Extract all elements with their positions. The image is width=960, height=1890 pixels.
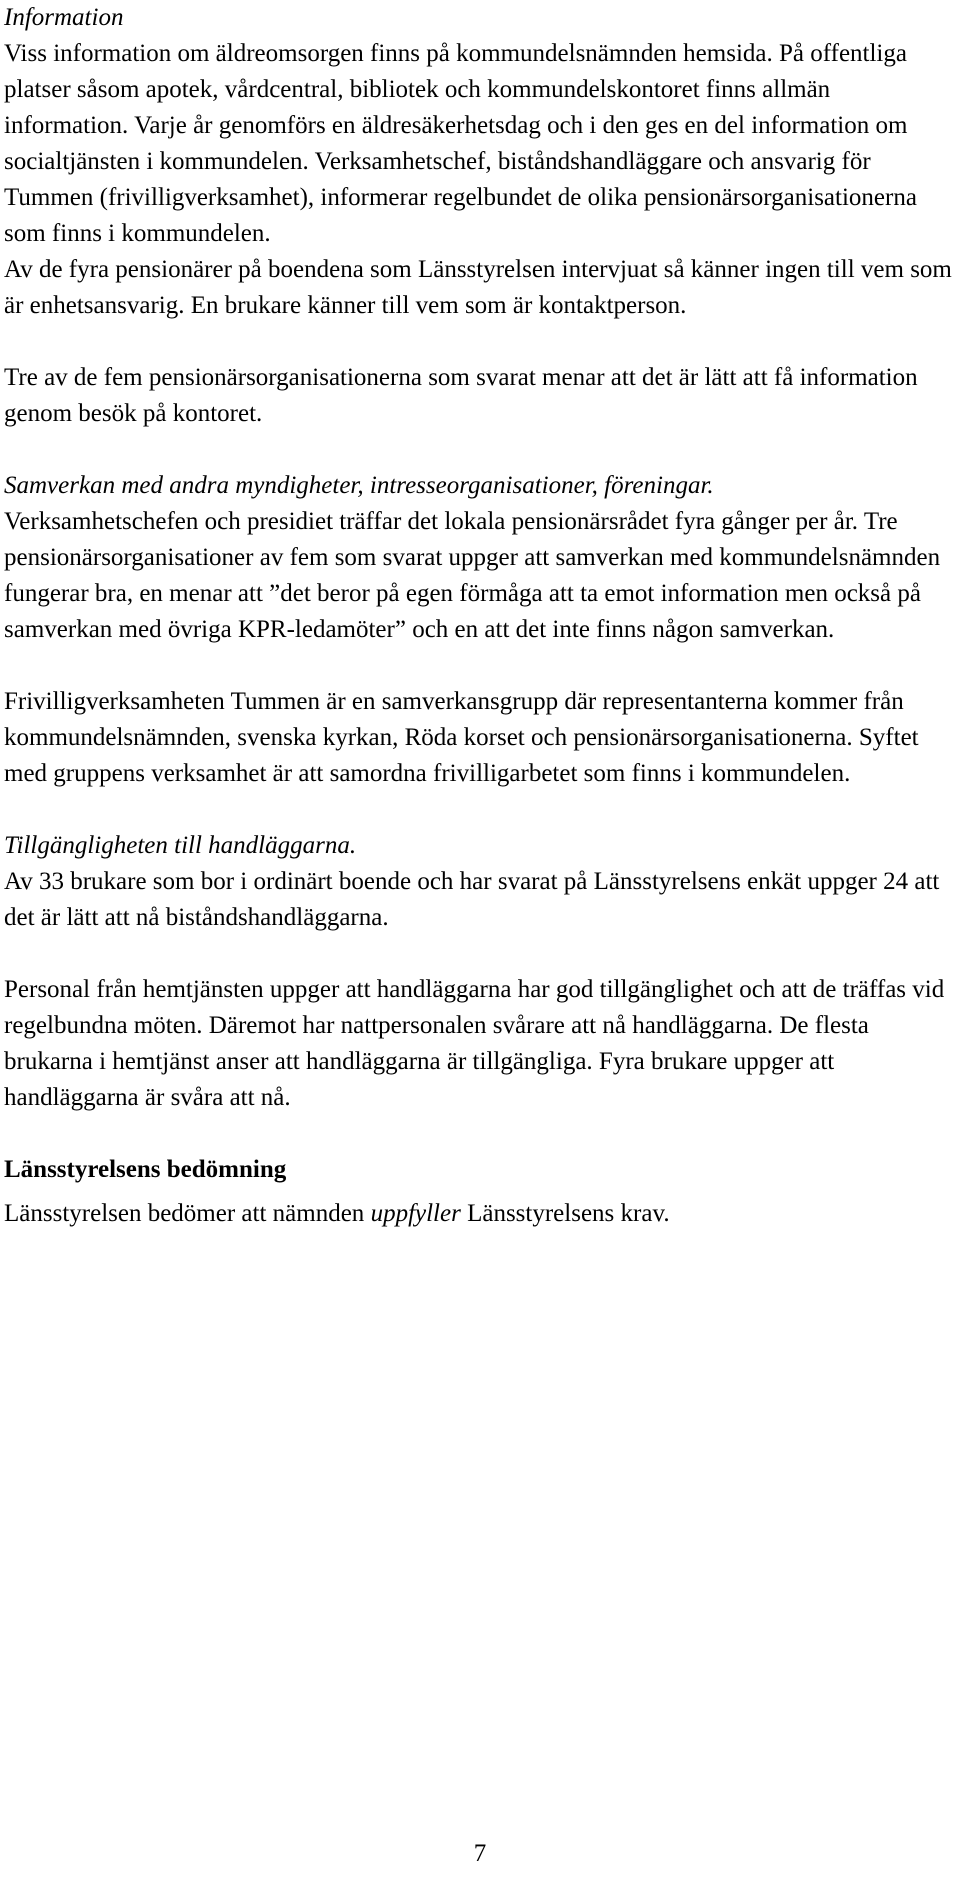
bedomning-text-end: Länsstyrelsens krav. [460,1200,670,1227]
tillganglighet-paragraph-2: Personal från hemtjänsten uppger att handläggarna har god tillgänglighet och att de träffas vid regelbundna möten. Däremot har nattpersonalen svårare att nå handläggarna. De flesta brukarna i hemtjänst anser att handläggarna är tillgängliga. Fyra brukare uppger att handläggarna är svåra att nå. [4,976,945,1111]
bedomning-emphasis: uppfyller [370,1200,461,1227]
bedomning-paragraph [4,1196,954,1232]
samverkan-paragraph-1: Verksamhetschefen och presidiet träffar det lokala pensionärsrådet fyra gånger per år. Tre pensionärsorganisationer av fem som svarat uppger att samverkan med kommundelsnämnden fungerar bra, en menar att ”det beror på egen förmåga att ta emot information men också på samverkan med övriga KPR-ledamöter” och en att det inte finns någon samverkan. [4,508,941,643]
paragraph-gap [4,1116,954,1152]
tillganglighet-heading: Tillgängligheten till handläggarna. [4,832,357,859]
samverkan-paragraph-2: Frivilligverksamheten Tummen är en samverkansgrupp där representanterna kommer från kommundelsnämnden, svenska kyrkan, Röda korset och pensionärsorganisationerna. Syftet med gruppens verksamhet är att samordna frivilligarbetet som finns i kommundelen. [4,688,919,787]
bedomning-heading: Länsstyrelsens bedömning [4,1156,287,1183]
page-number: 7 [473,1840,487,1867]
samverkan-heading: Samverkan med andra myndigheter, intresseorganisationer, föreningar. [4,472,714,499]
bedomning-text-start: Länsstyrelsen bedömer att nämnden [4,1200,371,1227]
tillganglighet-paragraph-1: Av 33 brukare som bor i ordinärt boende och har svarat på Länsstyrelsens enkät uppger 24 att det är lätt att nå biståndshandläggarna. [4,868,940,931]
paragraph-gap [4,648,954,684]
information-paragraph-1: Viss information om äldreomsorgen finns på kommundelsnämnden hemsida. På offentliga platser såsom apotek, vårdcentral, bibliotek och kommundelskontoret finns allmän information. Varje år genomförs en äldresäkerhetsdag och i den ges en del information om socialtjänsten i kommundelen. Verksamhetschef, biståndshandläggare och ansvarig för Tummen (frivilligverksamhet), informerar regelbundet de olika pensionärsorganisationerna som finns i kommundelen. [4,40,917,247]
heading-gap [4,1188,954,1196]
information-paragraph-3: Tre av de fem pensionärsorganisationerna som svarat menar att det är lätt att få information genom besök på kontoret. [4,364,918,427]
information-paragraph-2: Av de fyra pensionärer på boendena som Länsstyrelsen intervjuat så känner ingen till vem som är enhetsansvarig. En brukare känner till vem som är kontaktperson. [4,256,952,319]
paragraph-gap [4,792,954,828]
paragraph-gap [4,324,954,360]
document-page [4,0,954,1232]
information-heading: Information [4,4,124,31]
paragraph-gap [4,936,954,972]
paragraph-gap [4,432,954,468]
